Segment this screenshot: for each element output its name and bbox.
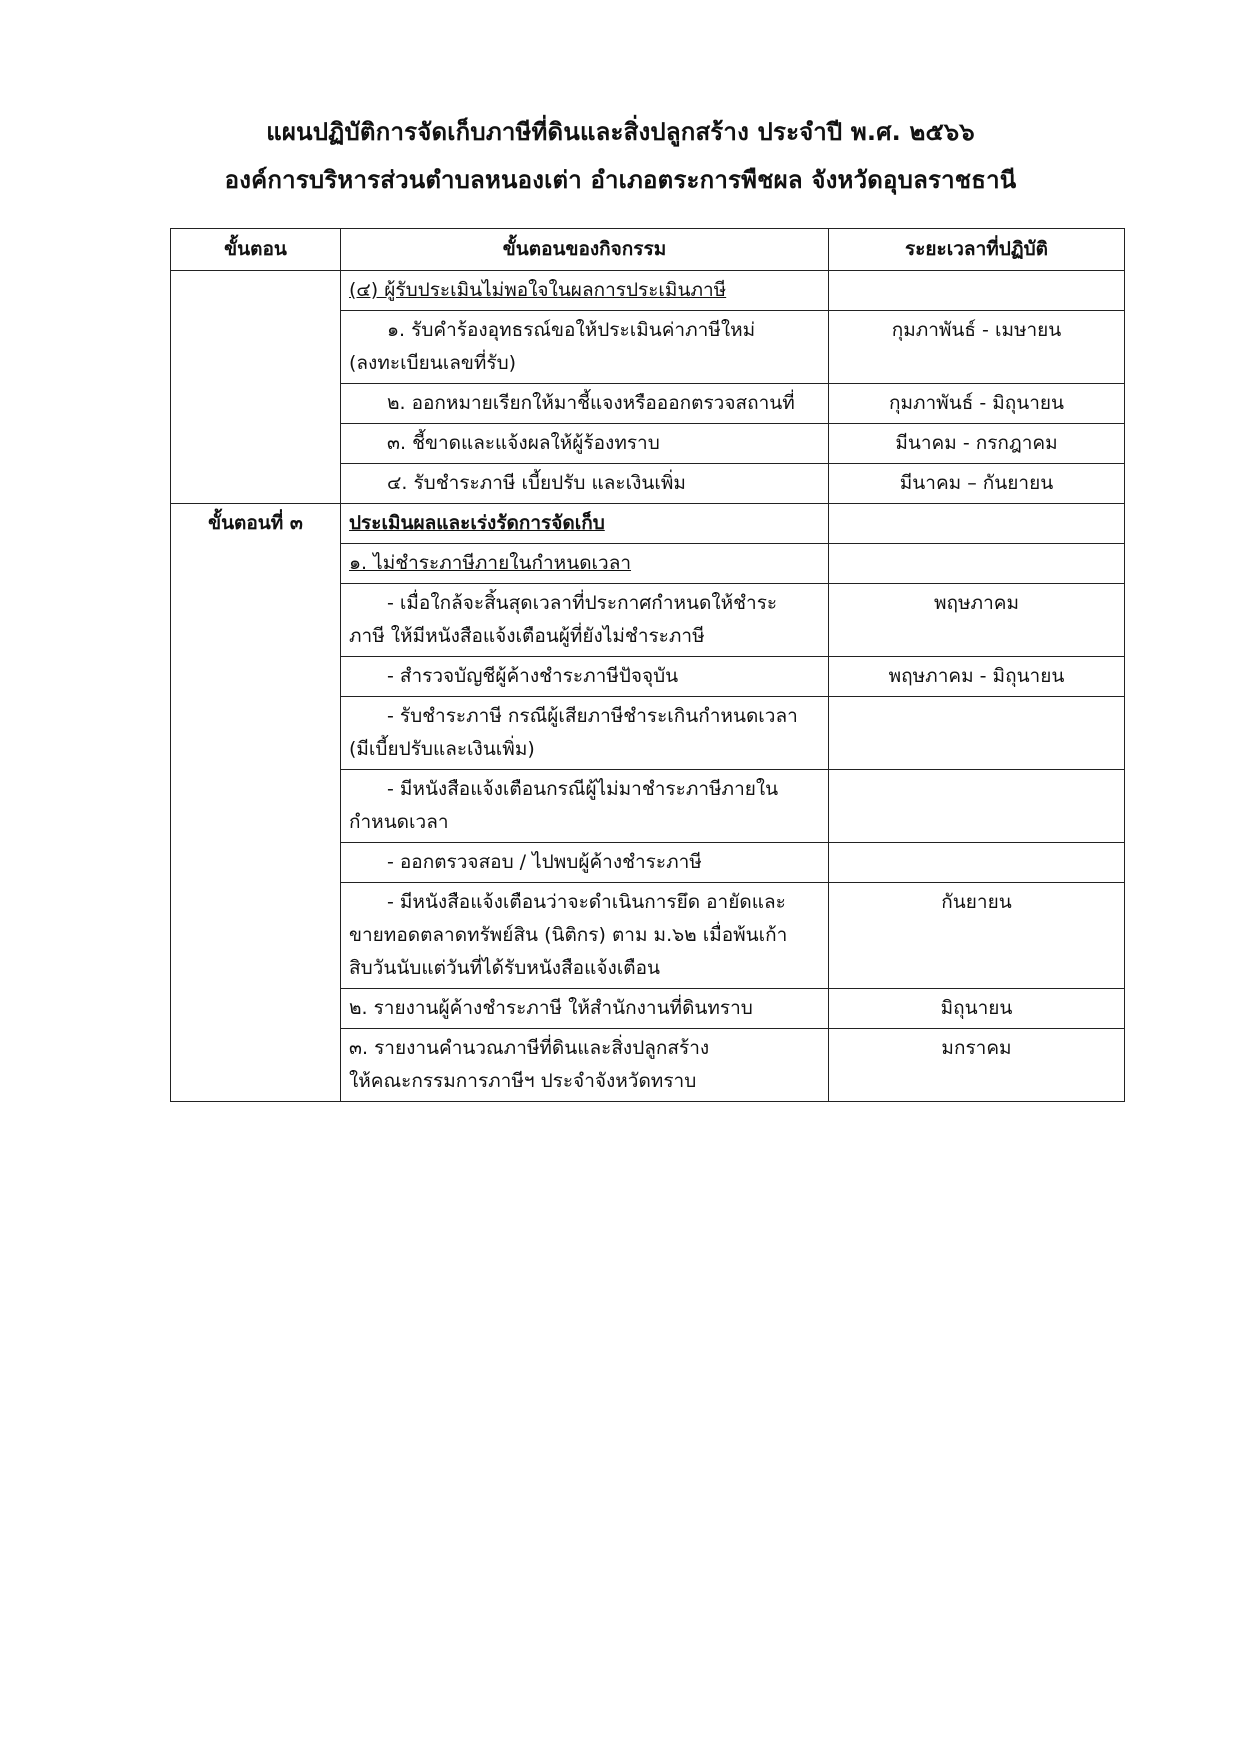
activity-text: - สำรวจบัญชีผู้ค้างชำระภาษีปัจจุบัน	[387, 665, 679, 687]
period-cell	[829, 544, 1125, 584]
activity-text: ๒. ออกหมายเรียกให้มาชี้แจงหรือออกตรวจสถานที่	[387, 392, 795, 414]
step-cell	[171, 584, 341, 657]
period-cell: พฤษภาคม - มิถุนายน	[829, 657, 1125, 697]
plan-table	[170, 228, 1125, 1102]
activity-cell	[341, 584, 829, 657]
period-cell: มีนาคม - กรกฎาคม	[829, 424, 1125, 464]
step-cell	[171, 464, 341, 504]
table-row	[171, 584, 1125, 657]
activity-text: ๓. ชี้ขาดและแจ้งผลให้ผู้ร้องทราบ	[387, 432, 660, 454]
activity-cell	[341, 883, 829, 989]
period-cell: กุมภาพันธ์ - มิถุนายน	[829, 384, 1125, 424]
activity-text: - ออกตรวจสอบ / ไปพบผู้ค้างชำระภาษี	[387, 851, 702, 873]
table-row	[171, 770, 1125, 843]
table-row	[171, 271, 1125, 311]
activity-text-cont: ภาษี ให้มีหนังสือแจ้งเตือนผู้ที่ยังไม่ชำระภาษี	[349, 625, 705, 647]
activity-text: ๓. รายงานคำนวณภาษีที่ดินและสิ่งปลูกสร้าง	[349, 1037, 710, 1059]
step-cell	[171, 384, 341, 424]
period-cell	[829, 770, 1125, 843]
step-cell	[171, 657, 341, 697]
table-row	[171, 464, 1125, 504]
table-header-row	[171, 229, 1125, 271]
period-cell: มกราคม	[829, 1029, 1125, 1102]
activity-text-cont: (ลงทะเบียนเลขที่รับ)	[349, 352, 517, 374]
activity-cell	[341, 1029, 829, 1102]
step-cell	[171, 883, 341, 989]
table-row	[171, 883, 1125, 989]
activity-cell	[341, 271, 829, 311]
period-cell	[829, 271, 1125, 311]
period-cell: มิถุนายน	[829, 989, 1125, 1029]
activity-text-cont: กำหนดเวลา	[349, 811, 449, 833]
table-row	[171, 697, 1125, 770]
activity-cell	[341, 504, 829, 544]
activity-text: ๑. ไม่ชำระภาษีภายในกำหนดเวลา	[349, 552, 632, 574]
table-row	[171, 657, 1125, 697]
activity-cell	[341, 311, 829, 384]
document-subtitle: องค์การบริหารส่วนตำบลหนองเต่า อำเภอตระการพืชผล จังหวัดอุบลราชธานี	[224, 166, 1017, 194]
document-title: แผนปฏิบัติการจัดเก็บภาษีที่ดินและสิ่งปลูกสร้าง ประจำปี พ.ศ. ๒๕๖๖	[266, 118, 975, 146]
step-cell	[171, 843, 341, 883]
period-cell: มีนาคม – กันยายน	[829, 464, 1125, 504]
col-header-activity: ขั้นตอนของกิจกรรม	[341, 229, 829, 271]
activity-text: ๑. รับคำร้องอุทธรณ์ขอให้ประเมินค่าภาษีใหม่	[387, 319, 756, 341]
activity-text: - มีหนังสือแจ้งเตือนกรณีผู้ไม่มาชำระภาษีภายใน	[387, 778, 779, 800]
step-cell	[171, 544, 341, 584]
col-header-step: ขั้นตอน	[171, 229, 341, 271]
step-cell	[171, 311, 341, 384]
step-cell	[171, 424, 341, 464]
table-row	[171, 544, 1125, 584]
step-cell: ขั้นตอนที่ ๓	[171, 504, 341, 544]
activity-cell	[341, 770, 829, 843]
table-row	[171, 843, 1125, 883]
activity-text-cont: (มีเบี้ยปรับและเงินเพิ่ม)	[349, 738, 535, 760]
table-row	[171, 1029, 1125, 1102]
activity-text: - มีหนังสือแจ้งเตือนว่าจะดำเนินการยึด อายัดและ	[387, 891, 786, 913]
step-cell	[171, 1029, 341, 1102]
activity-text: (๔) ผู้รับประเมินไม่พอใจในผลการประเมินภาษี	[349, 279, 727, 301]
activity-cell	[341, 424, 829, 464]
activity-text-cont: ให้คณะกรรมการภาษีฯ ประจำจังหวัดทราบ	[349, 1070, 697, 1092]
activity-text-cont: สิบวันนับแต่วันที่ได้รับหนังสือแจ้งเตือน	[349, 957, 660, 979]
table-row	[171, 989, 1125, 1029]
activity-text: ๔. รับชำระภาษี เบี้ยปรับ และเงินเพิ่ม	[387, 472, 686, 494]
activity-text-cont: ขายทอดตลาดทรัพย์สิน (นิติกร) ตาม ม.๖๒ เมื่อพ้นเก้า	[349, 924, 788, 946]
period-cell	[829, 843, 1125, 883]
table-row	[171, 504, 1125, 544]
period-cell	[829, 504, 1125, 544]
activity-cell	[341, 697, 829, 770]
period-cell	[829, 697, 1125, 770]
step-cell	[171, 770, 341, 843]
activity-cell	[341, 464, 829, 504]
step-cell	[171, 697, 341, 770]
table-row	[171, 384, 1125, 424]
activity-cell	[341, 657, 829, 697]
table-row	[171, 424, 1125, 464]
period-cell: กันยายน	[829, 883, 1125, 989]
step-cell	[171, 271, 341, 311]
activity-text: - เมื่อใกล้จะสิ้นสุดเวลาที่ประกาศกำหนดให้ชำระ	[387, 592, 778, 614]
activity-cell	[341, 384, 829, 424]
period-cell: พฤษภาคม	[829, 584, 1125, 657]
activity-text: - รับชำระภาษี กรณีผู้เสียภาษีชำระเกินกำหนดเวลา	[387, 705, 798, 727]
col-header-period: ระยะเวลาที่ปฏิบัติ	[829, 229, 1125, 271]
activity-cell	[341, 989, 829, 1029]
activity-cell	[341, 843, 829, 883]
step-cell	[171, 989, 341, 1029]
period-cell: กุมภาพันธ์ - เมษายน	[829, 311, 1125, 384]
table-row	[171, 311, 1125, 384]
activity-text: ๒. รายงานผู้ค้างชำระภาษี ให้สำนักงานที่ดินทราบ	[349, 997, 753, 1019]
activity-cell	[341, 544, 829, 584]
activity-text: ประเมินผลและเร่งรัดการจัดเก็บ	[349, 512, 605, 534]
